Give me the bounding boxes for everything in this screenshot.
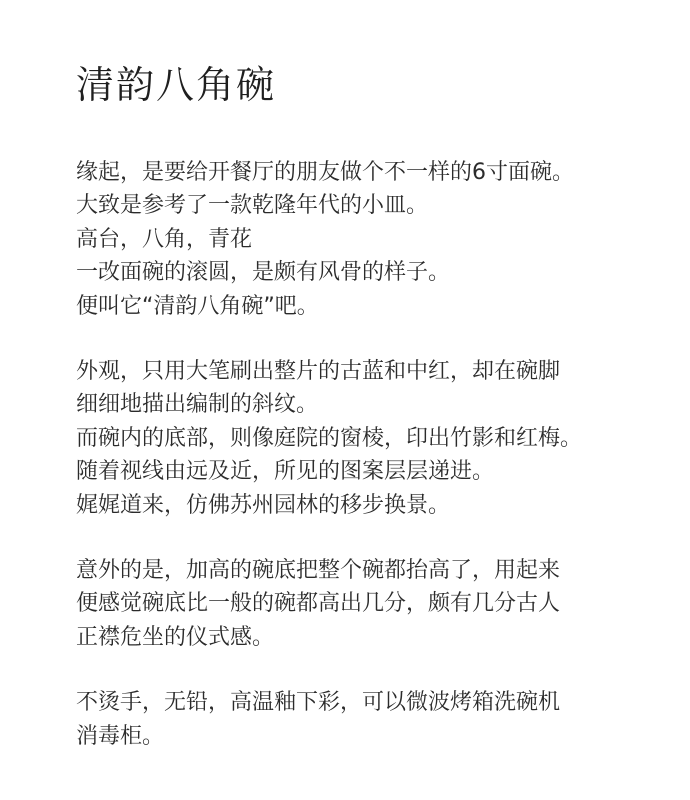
paragraph-usage [76, 554, 676, 654]
text-line: 不烫手，无铅，高温釉下彩，可以微波烤箱洗碗机 [76, 690, 561, 716]
text-line: 消毒柜。 [76, 723, 165, 749]
article-title: 清韵八角碗 [76, 63, 277, 107]
text-line: 细细地描出编制的斜纹。 [76, 392, 319, 418]
article-body [76, 156, 676, 753]
paragraph-origin [76, 156, 676, 323]
text-line: 便叫它“清韵八角碗”吧。 [76, 293, 319, 319]
text-line: 随着视线由远及近，所见的图案层层递进。 [76, 459, 495, 485]
text-line: 便感觉碗底比一般的碗都高出几分，颇有几分古人 [76, 591, 561, 617]
text-line: 一改面碗的滚圆，是颇有风骨的样子。 [76, 260, 451, 286]
text-line: 高台，八角，青花 [76, 226, 253, 252]
text-line: 娓娓道来，仿佛苏州园林的移步换景。 [76, 492, 451, 518]
text-line: 大致是参考了一款乾隆年代的小皿。 [76, 193, 429, 219]
paragraph-features [76, 686, 676, 753]
text-line: 外观，只用大笔刷出整片的古蓝和中红，却在碗脚 [76, 359, 561, 385]
text-line: 缘起，是要给开餐厅的朋友做个不一样的6寸面碗。 [76, 160, 574, 185]
text-line: 意外的是，加高的碗底把整个碗都抬高了，用起来 [76, 558, 561, 584]
text-line: 而碗内的底部，则像庭院的窗棱，印出竹影和红梅。 [76, 425, 583, 451]
paragraph-appearance [76, 355, 676, 522]
text-line: 正襟危坐的仪式感。 [76, 624, 275, 650]
